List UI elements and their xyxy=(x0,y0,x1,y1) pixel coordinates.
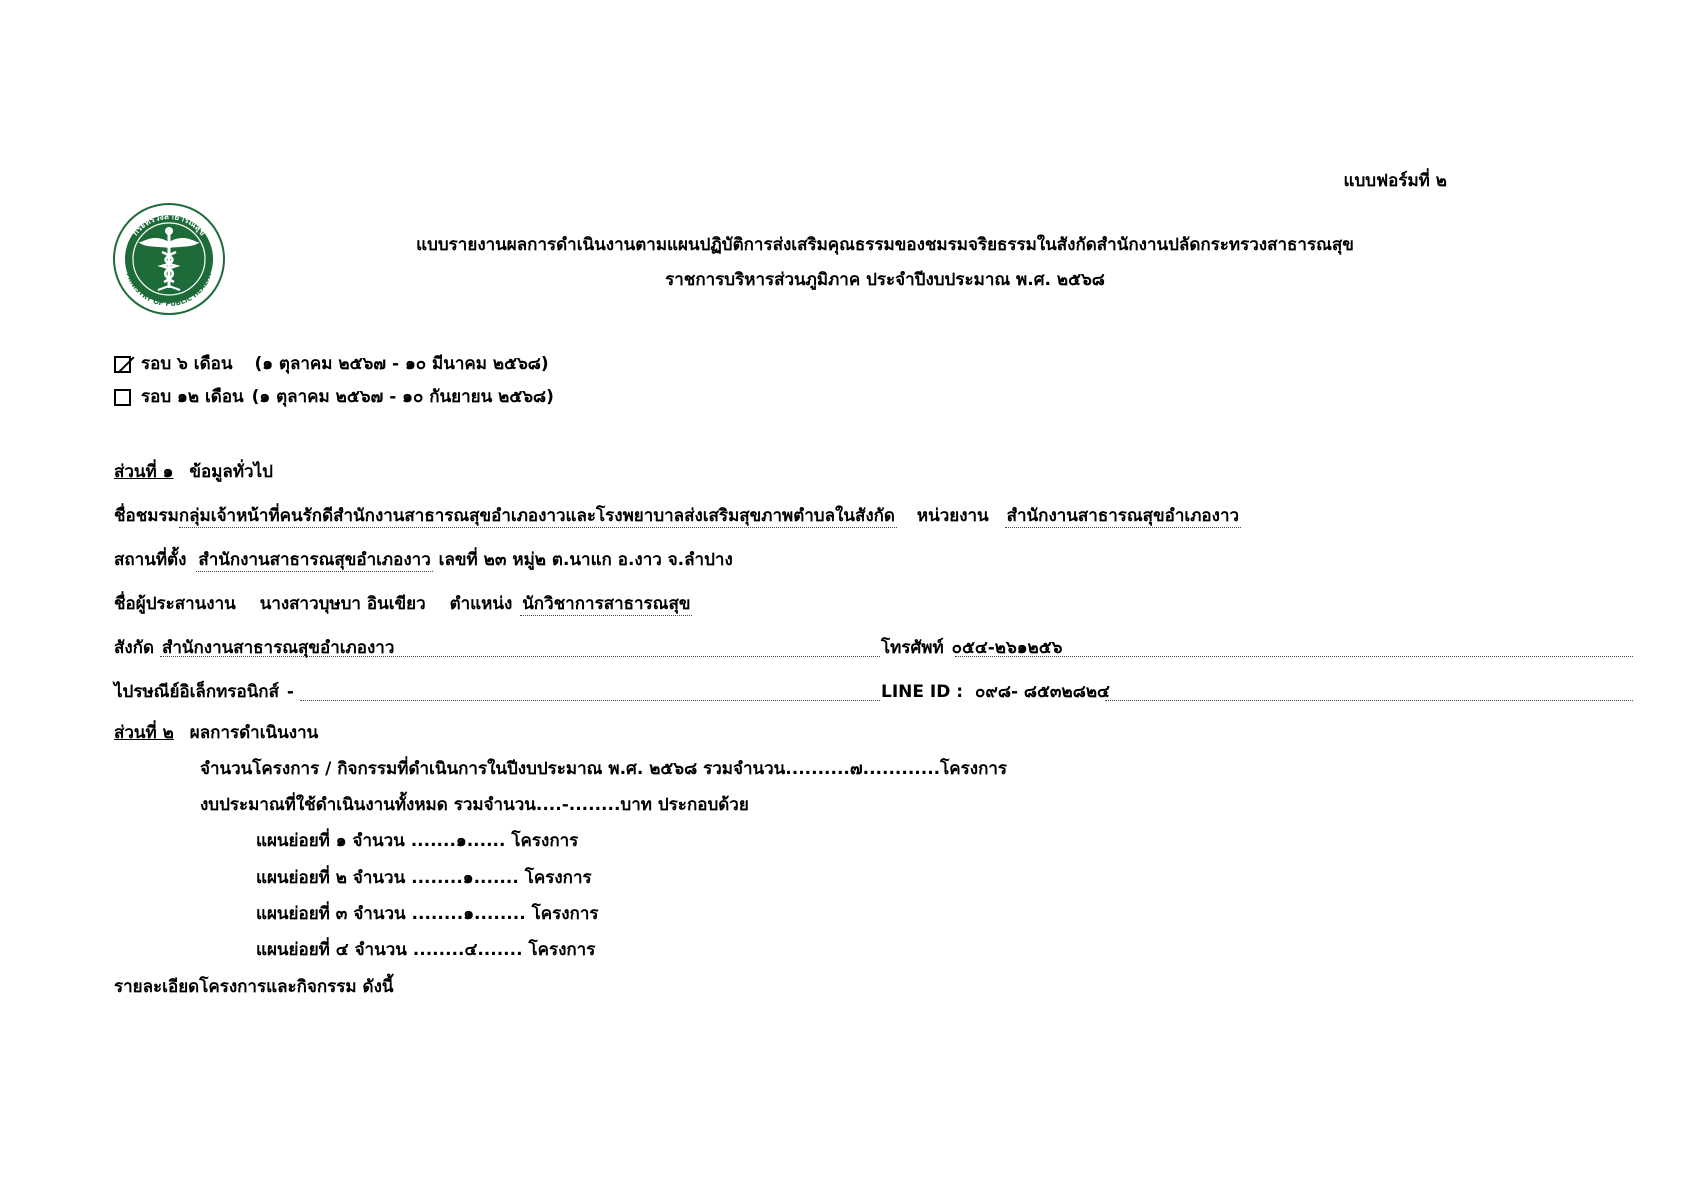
coordinator-label: ชื่อผู้ประสานงาน xyxy=(114,594,236,614)
location-value: สำนักงานสาธารณสุขอำเภองาว xyxy=(198,550,431,570)
part1-title: ข้อมูลทั่วไป xyxy=(189,462,273,482)
line-id-label: LINE ID : xyxy=(881,682,964,702)
round-12-month xyxy=(114,386,554,408)
budget-line: งบประมาณที่ใช้ดำเนินงานทั้งหมด รวมจำนวน....-........บาท ประกอบด้วย xyxy=(200,795,749,815)
line-id-dotted-line xyxy=(1105,700,1633,701)
form-number: แบบฟอร์มที่ ๒ xyxy=(1343,171,1447,191)
part2-heading xyxy=(114,722,318,744)
subplan-3: แผนย่อยที่ ๓ จำนวน ........๑........ โครงการ xyxy=(256,904,599,924)
details-line: รายละเอียดโครงการและกิจกรรม ดังนี้ xyxy=(114,977,394,997)
email-row xyxy=(114,681,294,703)
round-12-label: รอบ ๑๒ เดือน xyxy=(141,387,244,407)
part2-title: ผลการดำเนินงาน xyxy=(189,723,319,743)
subplan-2: แผนย่อยที่ ๒ จำนวน ........๑....... โครงการ xyxy=(256,868,592,888)
round-6-checkbox[interactable] xyxy=(114,356,131,373)
position-value: นักวิชาการสาธารณสุข xyxy=(522,594,691,614)
email-label: ไปรษณีย์อิเล็กทรอนิกส์ xyxy=(114,682,279,702)
line-id-field xyxy=(881,681,1110,703)
email-dotted-line xyxy=(300,700,880,701)
affiliation-label: สังกัด xyxy=(114,638,155,658)
location-row xyxy=(114,549,733,571)
report-title-line1: แบบรายงานผลการดำเนินงานตามแผนปฏิบัติการส่งเสริมคุณธรรมของชมรมจริยธรรมในสังกัดสำนักงานปลัดกระทรวงสาธารณสุข xyxy=(416,235,1354,255)
phone-label: โทรศัพท์ xyxy=(881,638,944,658)
subplan-4: แผนย่อยที่ ๔ จำนวน ........๔....... โครงการ xyxy=(256,940,596,960)
part1-label: ส่วนที่ ๑ xyxy=(114,462,174,482)
affiliation-value: สำนักงานสาธารณสุขอำเภองาว xyxy=(161,638,395,658)
email-value: - xyxy=(286,682,294,702)
club-value: กลุ่มเจ้าหน้าที่คนรักดีสำนักงานสาธารณสุขอำเภองาวและโรงพยาบาลส่งเสริมสุขภาพตำบลในสังกัด xyxy=(178,506,895,526)
affiliation-dotted-line xyxy=(160,656,880,657)
location-label: สถานที่ตั้ง xyxy=(114,550,187,570)
seal-bottom-text: MINISTRY OF PUBLIC HEALTH xyxy=(124,271,214,309)
seal-top-text: กระทรวงสาธารณสุข xyxy=(130,211,208,238)
line-id-value: ๐๙๘- ๘๕๓๒๘๒๔ xyxy=(975,682,1110,702)
round-6-month xyxy=(114,353,549,375)
projects-count-line: จำนวนโครงการ / กิจกรรมที่ดำเนินการในปีงบประมาณ พ.ศ. ๒๕๖๘ รวมจำนวน..........๗............โครงการ xyxy=(200,759,1008,779)
position-label: ตำแหน่ง xyxy=(449,594,513,614)
club-name-row xyxy=(114,505,1241,527)
round-12-period: (๑ ตุลาคม ๒๕๖๗ - ๑๐ กันยายน ๒๕๖๘) xyxy=(251,387,554,407)
round-6-label: รอบ ๖ เดือน xyxy=(141,354,233,374)
ministry-seal-logo xyxy=(112,202,226,316)
unit-value: สำนักงานสาธารณสุขอำเภองาว xyxy=(1006,506,1240,526)
coordinator-value: นางสาวบุษบา อินเขียว xyxy=(259,594,426,614)
club-label: ชื่อชมรม xyxy=(114,506,179,526)
part2-label: ส่วนที่ ๒ xyxy=(114,723,174,743)
phone-value: ๐๕๔-๒๖๑๒๕๖ xyxy=(951,638,1063,658)
address-rest: เลขที่ ๒๓ หมู่๒ ต.นาแก อ.งาว จ.ลำปาง xyxy=(438,550,733,570)
round-12-checkbox[interactable] xyxy=(114,389,131,406)
subplan-1: แผนย่อยที่ ๑ จำนวน .......๑...... โครงการ xyxy=(256,831,579,851)
unit-label: หน่วยงาน xyxy=(916,506,989,526)
phone-dotted-line xyxy=(955,656,1633,657)
round-6-period: (๑ ตุลาคม ๒๕๖๗ - ๑๐ มีนาคม ๒๕๖๘) xyxy=(254,354,549,374)
report-title-line2: ราชการบริหารส่วนภูมิภาค ประจำปีงบประมาณ พ.ศ. ๒๕๖๘ xyxy=(665,270,1105,290)
coordinator-row xyxy=(114,593,692,615)
part1-heading xyxy=(114,461,273,483)
